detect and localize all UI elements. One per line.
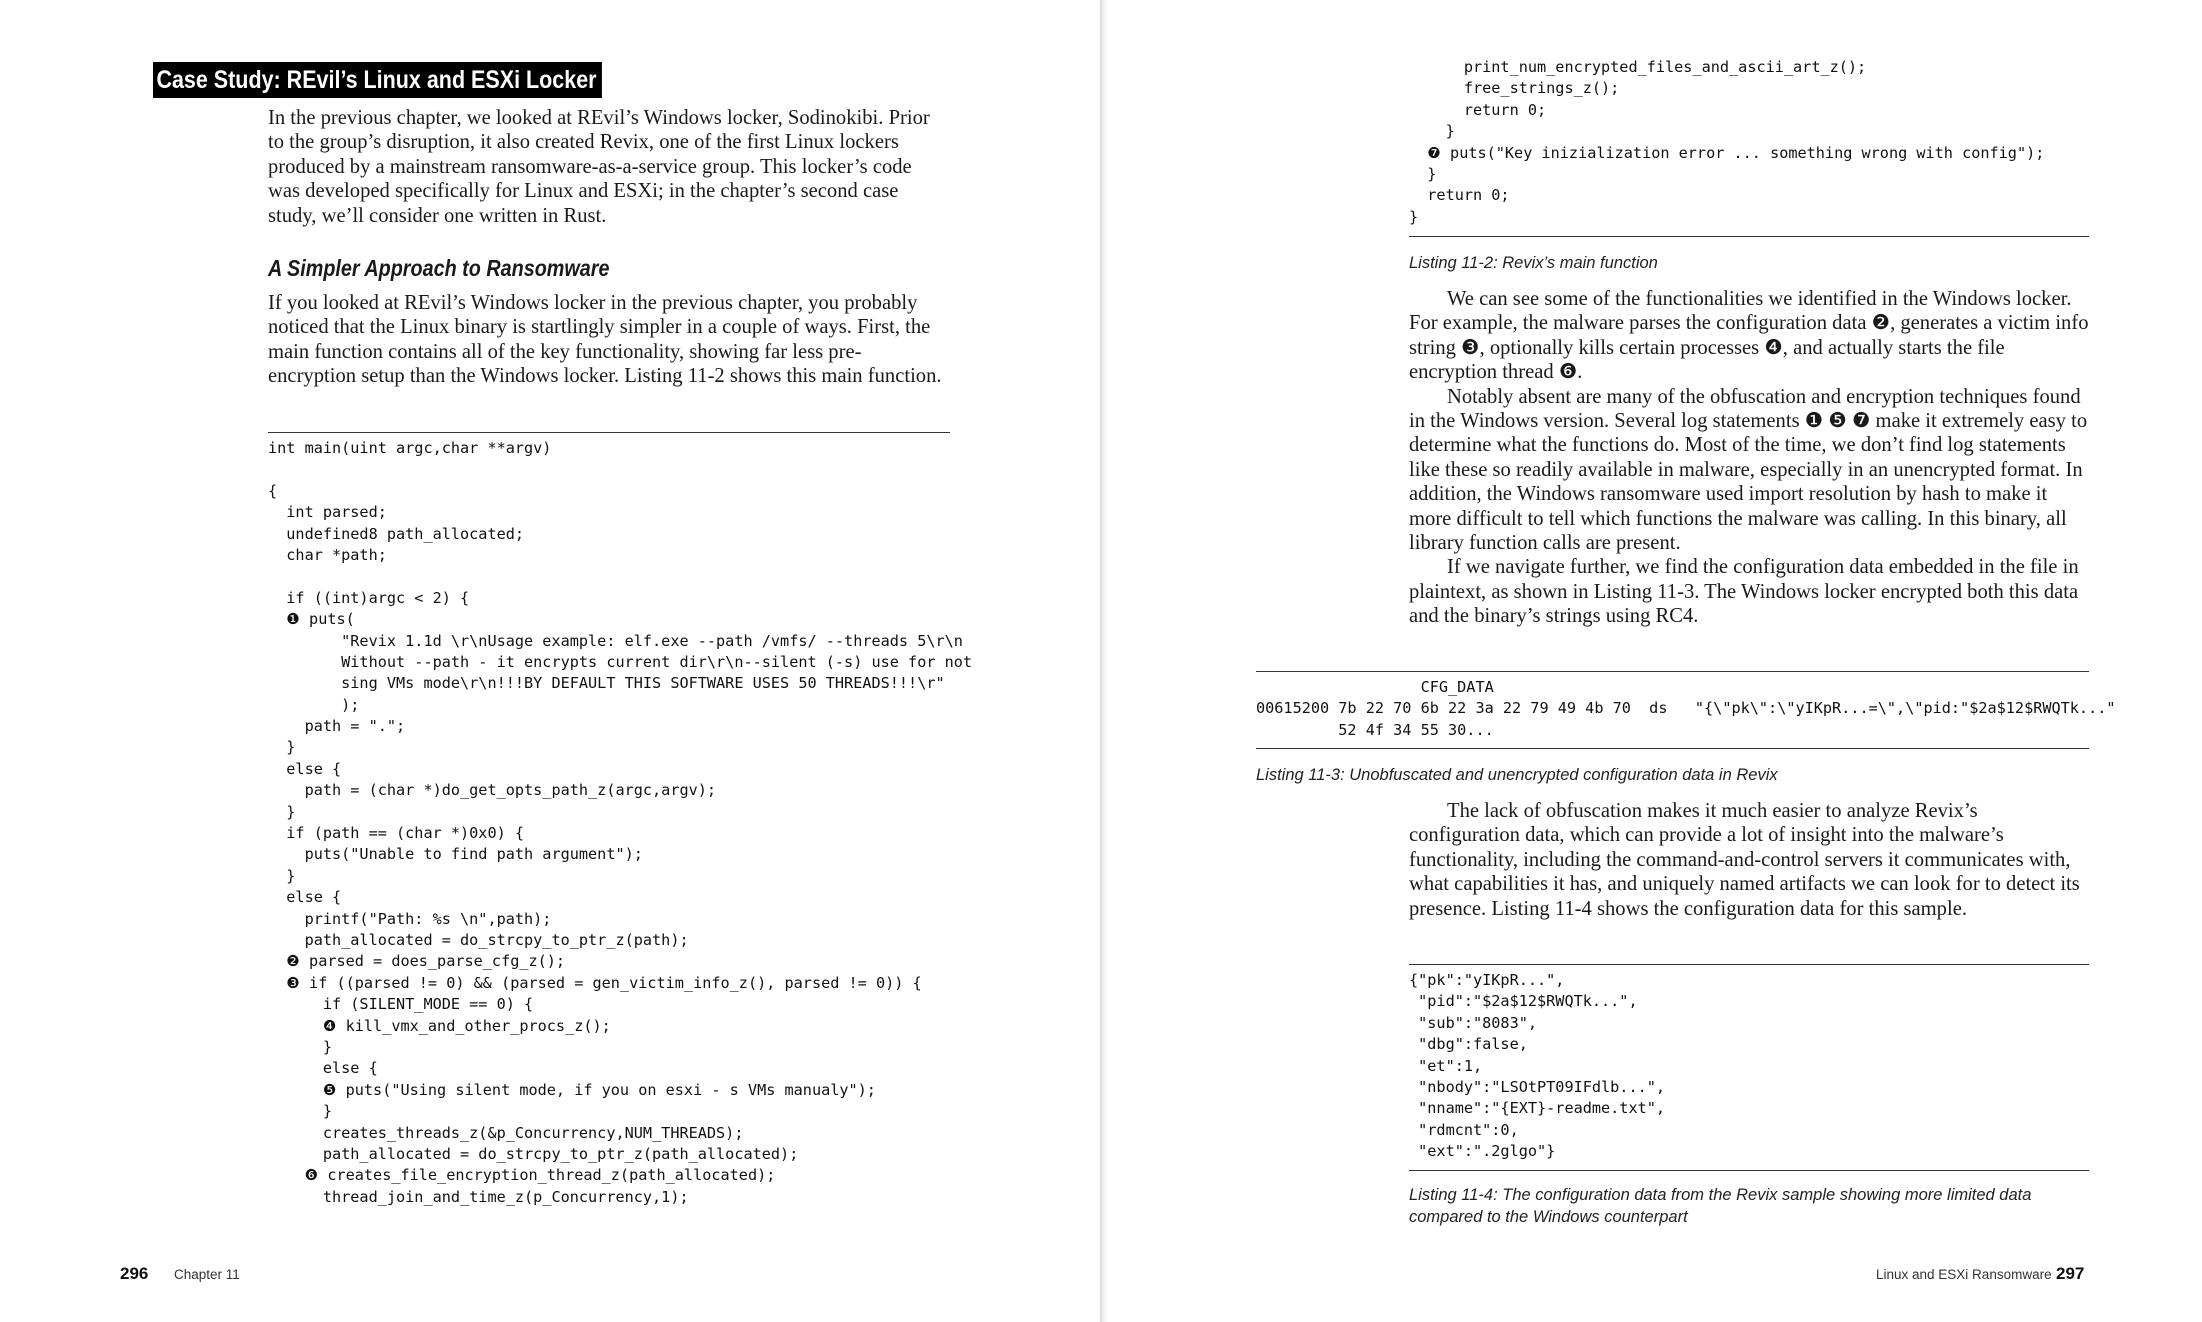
listing-4-top-rule bbox=[1409, 964, 2089, 965]
listing-2-code-line: ❷ parsed = does_parse_cfg_z(); bbox=[268, 952, 566, 971]
listing-4-code-line: "rdmcnt":0, bbox=[1409, 1120, 1519, 1139]
listing-2-code-line: ❺ puts("Using silent mode, if you on esxi - s VMs manualy"); bbox=[268, 1080, 876, 1099]
listing-2-continued-code-line: } bbox=[1409, 122, 1455, 141]
paragraph-4: The lack of obfuscation makes it much easier to analyze Revix’s configuration data, which can provide a lot of insight into the malware’s functionality, including the command-and-control servers it communicates with, what capabilities it has, and uniquely named artifacts we can look for to detect its presence. Listing 11-4 shows the configuration data for this sample. bbox=[1409, 800, 2080, 920]
listing-2-code-line: } bbox=[268, 738, 296, 757]
right-page bbox=[1106, 0, 2202, 1322]
listing-2-code-line: path_allocated = do_strcpy_to_ptr_z(path); bbox=[268, 930, 689, 949]
listing-2-code-line bbox=[268, 459, 972, 480]
intro-paragraph-text: In the previous chapter, we looked at REvil’s Windows locker, Sodinokibi. Prior to the group’s disruption, it also created Revix, one of the first Linux lockers produced by a mainstream ransomware-as-a-service group. This locker’s code was developed specifically for Linux and ESXi; in the chapter’s second case study, we’ll consider one written in Rust. bbox=[268, 107, 930, 227]
listing-2-code-line: if (path == (char *)0x0) { bbox=[268, 824, 525, 843]
listing-2-bottom-rule bbox=[1409, 236, 2089, 237]
listing-2-code-line: } bbox=[268, 1102, 333, 1121]
listing-2-continued-code-line: return 0; bbox=[1409, 100, 1547, 119]
listing-2-continued-code-line: return 0; bbox=[1409, 186, 1510, 205]
listing-2-code-line: sing VMs mode\r\n!!!BY DEFAULT THIS SOFTWARE USES 50 THREADS!!!\r" bbox=[268, 674, 945, 693]
section-paragraph bbox=[268, 291, 948, 389]
listing-2-caption: Listing 11-2: Revix’s main function bbox=[1409, 254, 1658, 272]
case-study-title: Case Study: REvil’s Linux and ESXi Locker bbox=[153, 62, 602, 98]
analysis-paragraphs bbox=[1409, 287, 2089, 629]
listing-2-code-line: else { bbox=[268, 888, 342, 907]
listing-2-continued-code-line: print_num_encrypted_files_and_ascii_art_z(); bbox=[1409, 58, 1867, 76]
listing-2-code-line: ❻ creates_file_encryption_thread_z(path_allocated); bbox=[268, 1166, 776, 1185]
listing-2-code-block bbox=[268, 438, 972, 1208]
listing-2-code-line: path = (char *)do_get_opts_path_z(argc,argv); bbox=[268, 781, 717, 800]
listing-2-code-line: ❹ kill_vmx_and_other_procs_z(); bbox=[268, 1016, 611, 1035]
listing-3-caption: Listing 11-3: Unobfuscated and unencrypted configuration data in Revix bbox=[1256, 766, 1778, 784]
listing-2-code-line: printf("Path: %s \n",path); bbox=[268, 909, 552, 928]
listing-2-code-line: ❸ if ((parsed != 0) && (parsed = gen_victim_info_z(), parsed != 0)) { bbox=[268, 973, 922, 992]
listing-3-code-line: 00615200 7b 22 70 6b 22 3a 22 79 49 4b 70 ds "{\"pk\":\"yIKpR...=\",\"pid:"$2a$12$RWQTk..." bbox=[1256, 699, 2116, 718]
listing-2-continued-code-line: } bbox=[1409, 164, 1437, 183]
listing-2-code-line: ❶ puts( bbox=[268, 610, 355, 629]
left-page bbox=[0, 0, 1100, 1322]
page-number-left: 296 bbox=[120, 1264, 149, 1283]
listing-2-code-line: "Revix 1.1d \r\nUsage example: elf.exe --path /vmfs/ --threads 5\r\n bbox=[268, 631, 963, 650]
paragraph-1: We can see some of the functionalities we identified in the Windows locker. For example, the malware parses the configuration data ❷, generates a victim info string ❸, optionally kills certain processes ❹, and actually starts the file encryption thread ❻. bbox=[1409, 288, 2089, 384]
paragraph-3: If we navigate further, we find the configuration data embedded in the file in plaintext, as shown in Listing 11-3. The Windows locker encrypted both this data and the binary’s strings using RC4. bbox=[1409, 556, 2079, 628]
listing-2-code-line: creates_threads_z(&p_Concurrency,NUM_THREADS); bbox=[268, 1123, 744, 1142]
listing-2-continued-code-line: ❼ puts("Key inizialization error ... something wrong with config"); bbox=[1409, 143, 2045, 162]
listing-2-code-line: path = "."; bbox=[268, 717, 406, 736]
listing-3-top-rule bbox=[1256, 671, 2089, 672]
listing-2-code-line: Without --path - it encrypts current dir\r\n--silent (-s) use for not bbox=[268, 652, 973, 671]
listing-3-code-block bbox=[1256, 677, 2116, 741]
running-head: Linux and ESXi Ransomware bbox=[1876, 1267, 2052, 1282]
listing-2-code-line: } bbox=[268, 866, 296, 885]
listing-2-continued-code-line: free_strings_z(); bbox=[1409, 79, 1620, 98]
listing-4-caption: Listing 11-4: The configuration data from the Revix sample showing more limited data compared to the Windows counterpart bbox=[1409, 1186, 2032, 1226]
listing-2-code-line: } bbox=[268, 1037, 333, 1056]
section-title: A Simpler Approach to Ransomware bbox=[268, 255, 610, 281]
listing-2-code-line: int main(uint argc,char **argv) bbox=[268, 439, 552, 457]
listing-2-top-rule bbox=[268, 432, 950, 433]
listing-2-code-line: else { bbox=[268, 1059, 378, 1078]
listing-2-code-line: char *path; bbox=[268, 545, 387, 564]
listing-4-code-line: "sub":"8083", bbox=[1409, 1013, 1538, 1032]
listing-2-code-line: else { bbox=[268, 759, 342, 778]
listing-2-code-line: if ((int)argc < 2) { bbox=[268, 588, 470, 607]
section-paragraph-text: If you looked at REvil’s Windows locker in the previous chapter, you probably noticed that the Linux binary is startlingly simpler in a couple of ways. First, the main function contains all of the key functionality, showing far less pre-encryption setup than the Windows locker. Listing 11-2 shows this main function. bbox=[268, 292, 942, 388]
listing-4-code-block bbox=[1409, 970, 1665, 1163]
listing-4-code-line: "pid":"$2a$12$RWQTk...", bbox=[1409, 992, 1638, 1011]
listing-4-code-line: "nname":"{EXT}-readme.txt", bbox=[1409, 1099, 1666, 1118]
listing-2-code-line bbox=[268, 566, 972, 587]
listing-4-code-line: "nbody":"LSOtPT09IFdlb...", bbox=[1409, 1077, 1666, 1096]
listing-2-code-line: { bbox=[268, 481, 278, 500]
listing-2-code-line: path_allocated = do_strcpy_to_ptr_z(path_allocated); bbox=[268, 1144, 799, 1163]
listing-2-code-line: thread_join_and_time_z(p_Concurrency,1); bbox=[268, 1187, 689, 1206]
listing-2-code-continued bbox=[1409, 57, 2044, 228]
page-number-right: 297 bbox=[2056, 1264, 2085, 1283]
listing-2-code-line: ); bbox=[268, 695, 360, 714]
listing-2-code-line: if (SILENT_MODE == 0) { bbox=[268, 995, 534, 1014]
listing-2-code-line: undefined8 path_allocated; bbox=[268, 524, 525, 543]
listing-3-code-line: CFG_DATA bbox=[1256, 678, 1494, 696]
paragraph-4-container bbox=[1409, 799, 2089, 921]
listing-4-code-line: "dbg":false, bbox=[1409, 1035, 1528, 1054]
listing-2-code-line: int parsed; bbox=[268, 503, 387, 522]
listing-3-bottom-rule bbox=[1256, 748, 2089, 749]
listing-4-code-line: {"pk":"yIKpR...", bbox=[1409, 971, 1565, 989]
listing-2-continued-code-line: } bbox=[1409, 207, 1419, 226]
paragraph-2: Notably absent are many of the obfuscation and encryption techniques found in the Windows version. Several log statements ❶ ❺ ❼ make it extremely easy to determine what the functions do. Most of the time, we don’t find log statements like these so readily available in malware, especially in an unencrypted format. In addition, the Windows ransomware used import resolution by hash to make it more difficult to tell which functions the malware was calling. In this binary, all library function calls are present. bbox=[1409, 385, 2088, 555]
listing-4-bottom-rule bbox=[1409, 1170, 2089, 1171]
intro-paragraph bbox=[268, 106, 948, 228]
listing-4-code-line: "ext":".2glgo"} bbox=[1409, 1142, 1556, 1161]
listing-2-code-line: } bbox=[268, 802, 296, 821]
listing-2-code-line: puts("Unable to find path argument"); bbox=[268, 845, 643, 864]
listing-3-code-line: 52 4f 34 55 30... bbox=[1256, 720, 1494, 739]
listing-4-code-line: "et":1, bbox=[1409, 1056, 1483, 1075]
chapter-label: Chapter 11 bbox=[174, 1267, 240, 1282]
